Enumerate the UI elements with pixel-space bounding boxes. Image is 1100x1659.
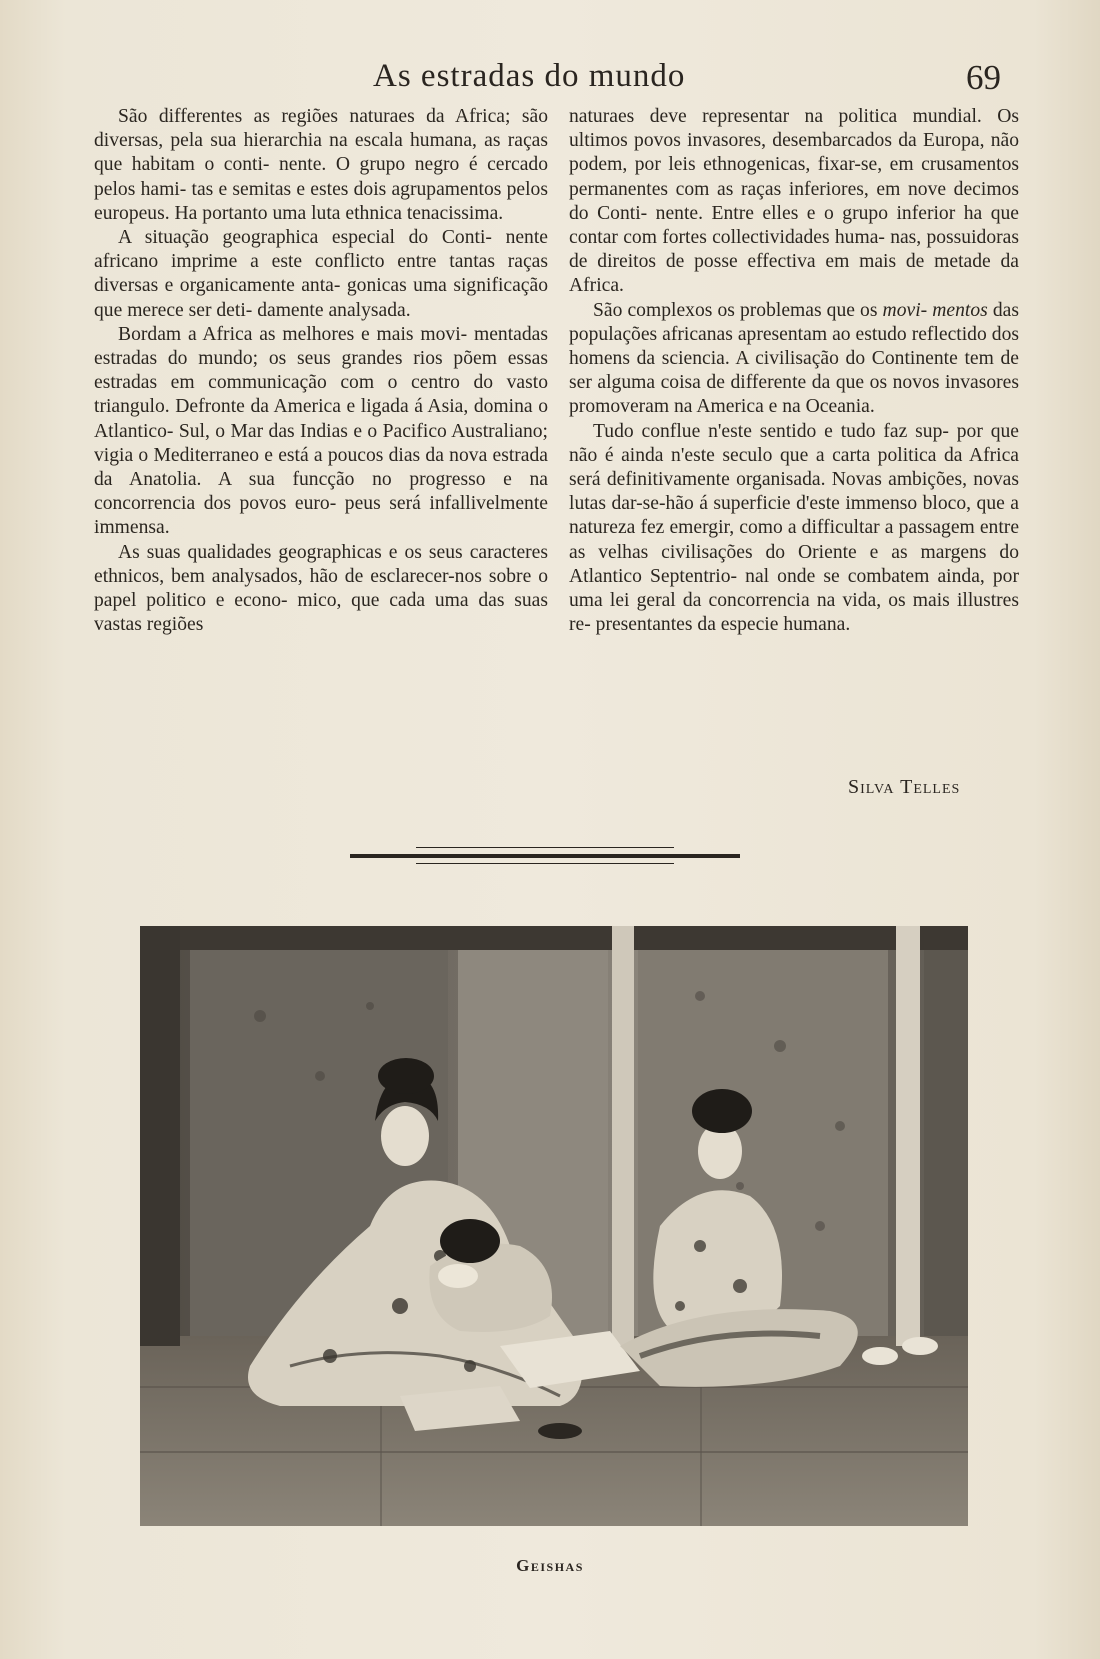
text-line: Tudo conflue n'este sentido e tudo faz sup-: [593, 420, 949, 442]
text-line: America e ligada á Asia, domina o Atlantico-: [94, 396, 548, 442]
paragraph-2: [94, 226, 548, 323]
text-line: progresso e na concorrencia dos povos euro-: [94, 469, 548, 515]
text-line: fixar-se, em crusamentos permanentes com as: [569, 154, 1020, 200]
text-line: organisada. Novas ambições, novas lutas: [569, 469, 1020, 515]
section-divider-ornament: [350, 844, 740, 868]
text-line: tantas raças diversas e organicamente anta-: [94, 251, 548, 297]
text-line: A situação geographica especial do Conti-: [118, 227, 492, 249]
text-line: presentantes da especie humana.: [595, 614, 851, 636]
photo-illustration: [140, 926, 968, 1526]
text-line: vigia o Mediterraneo e está a poucos dias da: [94, 444, 444, 466]
page-number: 69: [966, 58, 1001, 97]
text-line: que a natureza fez emergir, como a difficultar: [569, 493, 1019, 539]
text-line: Sul, o Mar das Indias e o Pacifico Australiano;: [178, 420, 548, 442]
text-line: nal onde se combatem ainda, por uma lei geral: [569, 565, 1019, 612]
text-line: tenacissima.: [406, 202, 504, 224]
text-line: com o centro do vasto triangulo. Defronte da: [94, 372, 548, 418]
text-line: promoveram na America e na Oceania.: [569, 396, 875, 418]
text-line: nova estrada da Anatolia. A sua funcção no: [94, 444, 548, 491]
text-line: nente. Entre elles e o grupo inferior ha que: [655, 202, 1019, 224]
text-line: Africa; são diversas, pela sua hierarchia na: [94, 106, 548, 152]
text-line: Oriente e as margens do Atlantico Septentrio-: [569, 541, 1019, 587]
text-line: a passagem entre as velhas civilisações do: [569, 517, 1020, 563]
text-line: da concorrencia na vida, os mais illustres re-: [569, 590, 1019, 636]
paragraph-5: [569, 299, 1019, 420]
paragraph-continued: [569, 105, 1019, 299]
text-line: europeus. Ha portanto uma luta ethnica: [94, 202, 402, 224]
text-line: carta politica da Africa será definitivamente: [569, 444, 1019, 491]
left-text-column: [94, 105, 548, 637]
page-header: [0, 58, 1100, 102]
text-line: dar-se-hão á superficie d'este immenso bloco,: [611, 493, 972, 515]
right-text-column: [569, 105, 1019, 637]
text-line: A civilisação do Continente tem de ser alguma: [569, 348, 1019, 394]
text-line: em mais de metade da Africa.: [569, 251, 1019, 297]
geishas-photograph: [140, 926, 968, 1526]
text-line: mico, que cada uma das suas vastas regiões: [94, 590, 548, 636]
divider-thin-bottom: [416, 863, 674, 864]
running-title: As estradas do mundo: [373, 58, 686, 94]
text-line: Bordam a Africa as melhores e mais movi-: [118, 323, 468, 345]
text-line: São differentes as regiões naturaes da: [118, 106, 445, 127]
text-line: esclarecer-nos sobre o papel politico e econo-: [94, 565, 548, 612]
text-line: ao estudo reflectido dos homens da sciencia.: [569, 323, 1019, 370]
divider-thin-top: [416, 847, 674, 848]
text-line: mentadas estradas do mundo; os seus grandes: [94, 323, 548, 370]
text-line: Os ultimos povos invasores, desembarcados: [569, 106, 1019, 152]
text-line: nente. O grupo negro é cercado pelos hami-: [94, 154, 548, 200]
text-line: rios põem essas estradas em communicação: [94, 348, 548, 394]
text-line: gonicas uma significação que merece ser deti-: [94, 275, 548, 321]
paragraph-3: [94, 323, 548, 541]
text-line: As suas qualidades geographicas e os seus: [118, 541, 463, 563]
text-line: raças inferiores, em nove decimos do Conti-: [569, 178, 1019, 224]
text-segment: São complexos os problemas que os: [593, 299, 883, 321]
author-signature: Silva Telles: [848, 776, 961, 798]
text-segment: das populações africanas apresentam: [569, 299, 1019, 345]
paragraph-4: [94, 541, 548, 638]
text-line: nente africano imprime a este conflicto entre: [94, 227, 548, 273]
text-line: escala humana, as raças que habitam o conti-: [94, 130, 548, 176]
italic-word: mentos: [932, 299, 988, 321]
text-line: coisa de differente da que os novos invasores: [660, 372, 1019, 394]
text-line: da Europa, não podem, por leis ethnogenicas,: [569, 130, 1020, 176]
text-line: peus será infallivelmente immensa.: [94, 493, 548, 539]
text-line: damente analysada.: [257, 299, 411, 321]
text-line: caracteres ethnicos, bem analysados, hão de: [94, 541, 548, 587]
paragraph-6: [569, 420, 1019, 638]
photo-caption: Geishas: [516, 1556, 584, 1575]
text-line: por que não é ainda n'este seculo que a: [569, 420, 1020, 466]
divider-thick-rule: [350, 854, 740, 858]
text-line: nas, possuidoras de direitos de posse effectiva: [569, 227, 1019, 273]
text-line: contar com fortes collectividades huma-: [569, 227, 885, 249]
text-line: tas e semitas e estes dois agrupamentos pelos: [191, 178, 548, 200]
text-line: naturaes deve representar na politica mundial.: [569, 106, 982, 127]
italic-word: movi-: [882, 299, 928, 321]
paragraph-1: [94, 105, 548, 226]
